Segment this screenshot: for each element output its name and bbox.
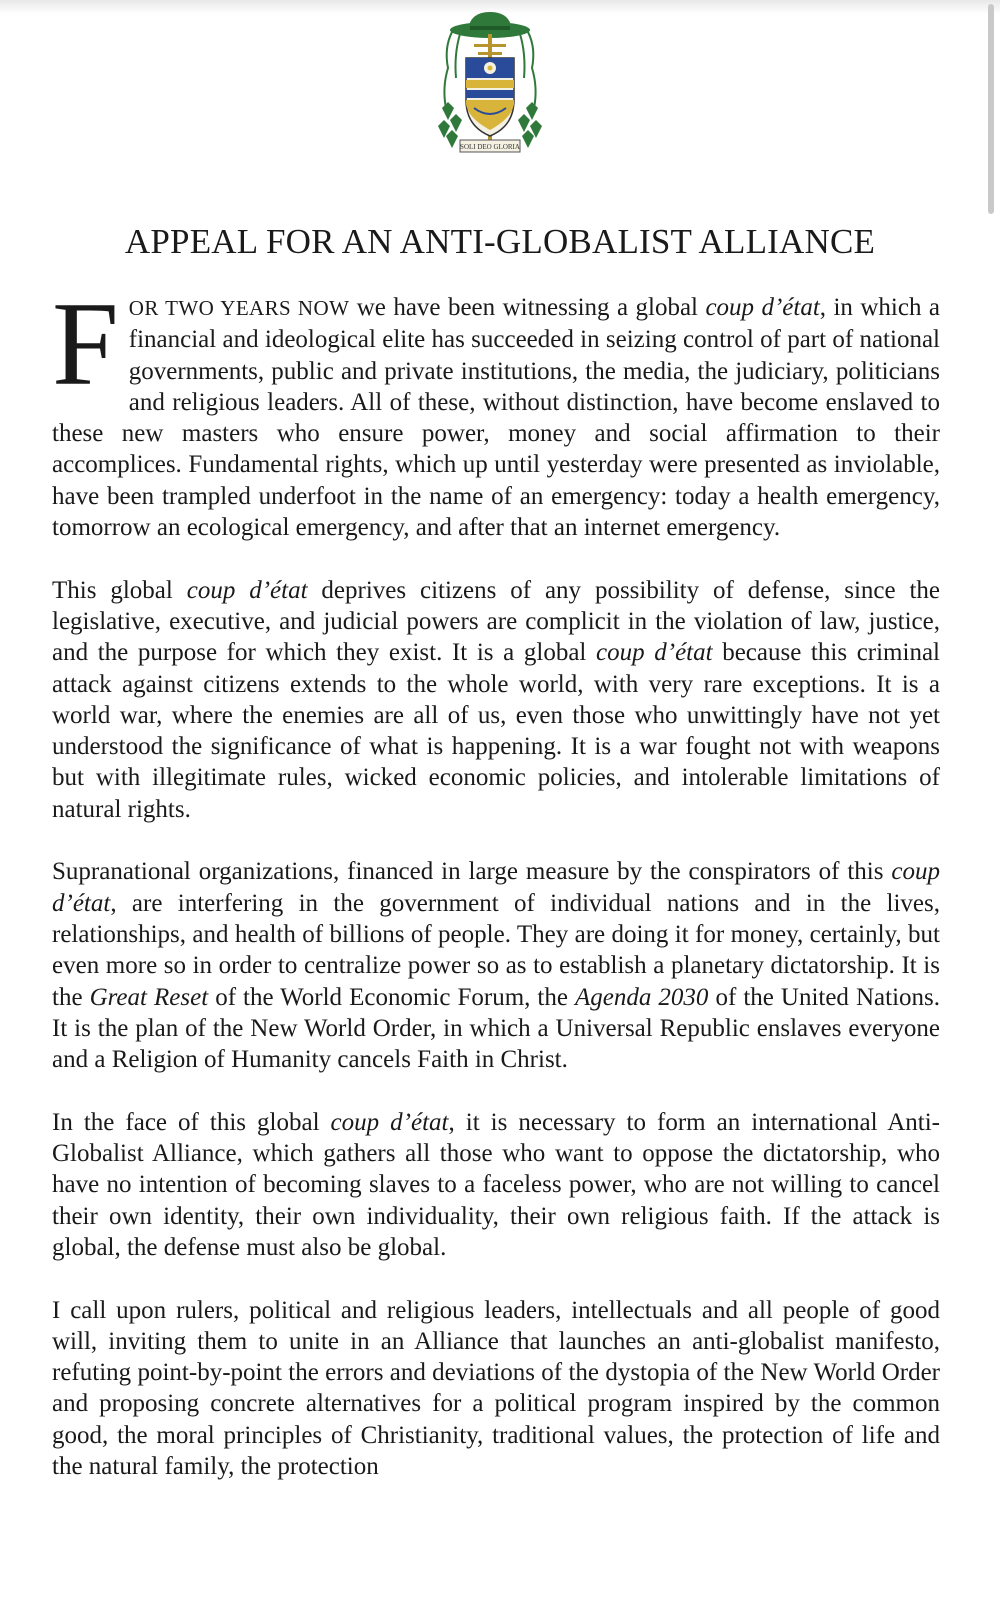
coat-of-arms-icon [430, 8, 550, 164]
document-body [52, 277, 941, 1514]
seal-motto-text: SOLI DEO GLORIA [460, 143, 520, 151]
scrollbar[interactable] [988, 4, 994, 214]
paragraph-1: FOR TWO YEARS NOW we have been witnessing a global coup d’état, in which a financial and ideological elite has succeeded in seizing control of part of national governments, public and private institutions, the media, the judiciary, politicians and religious leaders. All of these, without distinction, have become enslaved to these new masters who ensure power, money and social affirmation to their accomplices. Fundamental rights, which up until yesterday were presented as inviolable, have been trampled underfoot in the name of an emergency: today a health emergency, tomorrow an ecological emergency, and after that an internet emergency. [52, 277, 940, 542]
paragraph-3: Supranational organizations, financed in large measure by the conspirators of this coup d’état, are interfering in the government of individual nations and in the lives, relationships, and health of billions of people. They are doing it for money, certainly, but even more so in order to centralize power so as to establish a planetary dictatorship. It is the Great Reset of the World Economic Forum, the Agenda 2030 of the United Nations. It is the plan of the New World Order, in which a Universal Republic enslaves everyone and a Religion of Humanity cancels Faith in Christ. [52, 858, 940, 1074]
lead-in-text: OR TWO YEARS NOW [128, 296, 350, 320]
paragraph-4: In the face of this global coup d’état, it is necessary to form an international Anti-Globalist Alliance, which gathers all those who want to oppose the dictatorship, who have no intention of becoming slaves to a faceless power, who are not willing to cancel their own identity, their own individuality, their own religious faith. If the attack is global, the defense must also be global. [52, 1108, 940, 1261]
drop-cap: F [52, 277, 119, 410]
document-title: APPEAL FOR AN ANTI-GLOBALIST ALLIANCE [124, 222, 876, 261]
paragraph-2: This global coup d’état deprives citizens of any possibility of defense, since the legislative, executive, and judicial powers are complicit in the violation of law, justice, and the purpose for which they exist. It is a global coup d’état because this criminal attack against citizens extends to the whole world, with very rare exceptions. It is a world war, where the enemies are all of us, even those who unwittingly have not yet understood the significance of what is happening. It is a war fought not with weapons but with illegitimate rules, wicked economic policies, and intolerable limitations of natural rights. [52, 576, 941, 823]
paragraph-5: I call upon rulers, political and religious leaders, intellectuals and all people of good will, inviting them to unite in an Alliance that launches an anti-globalist manifesto, refuting point-by-point the errors and deviations of the dystopia of the New World Order and proposing concrete alternatives for a political program inspired by the common good, the moral principles of Christianity, traditional values, the protection of life and the natural family, the protection [52, 1296, 940, 1480]
